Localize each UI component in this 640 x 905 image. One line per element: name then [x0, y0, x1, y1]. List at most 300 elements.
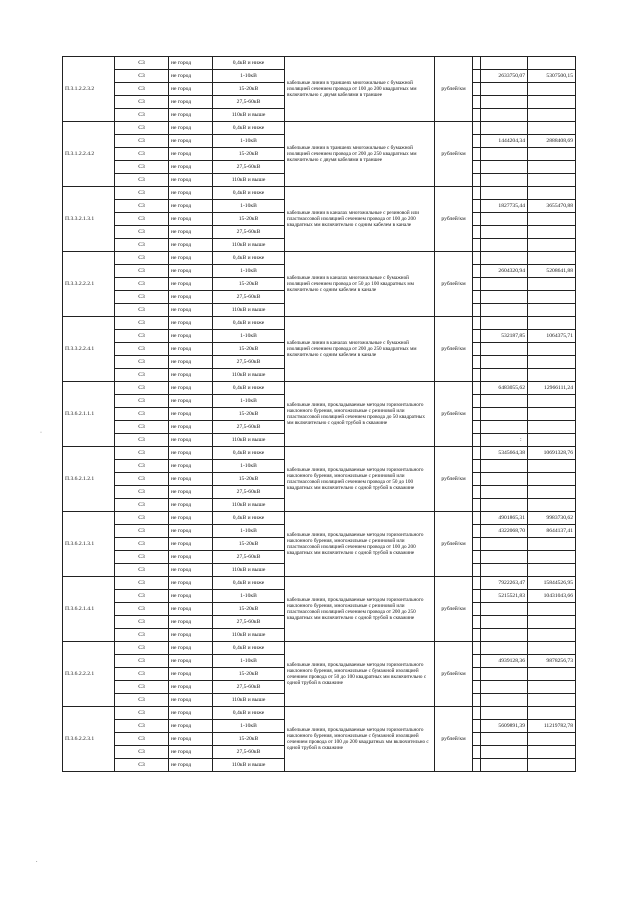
voltage-cell: 27,5-60кВ [213, 226, 285, 239]
voltage-cell: 27,5-60кВ [213, 551, 285, 564]
spacer-cell [473, 434, 481, 447]
spacer-cell [473, 213, 481, 226]
voltage-cell: 1-10кВ [213, 70, 285, 83]
price-cell: 5609891,39 [481, 720, 528, 733]
category-cell: С3 [115, 148, 169, 161]
category-cell: С3 [115, 395, 169, 408]
voltage-cell: 1-10кВ [213, 135, 285, 148]
category-cell: С3 [115, 733, 169, 746]
zone-cell: не город [169, 122, 213, 135]
category-cell: С3 [115, 538, 169, 551]
price-cell [528, 343, 576, 356]
spacer-cell [473, 187, 481, 200]
spacer-cell [473, 343, 481, 356]
scan-mark: . [36, 858, 38, 864]
price-cell: 6483055,62 [481, 382, 528, 395]
description-cell: кабельные линии, прокладываемые методом горизонтального наклонного бурения, многожильные с резиновой или пластмассовой изоляцией сечением провода от 200 до 250 квадратных мм включительно с одной трубой в скважине [285, 577, 435, 642]
price-cell: 5208641,88 [528, 265, 576, 278]
spacer-cell [473, 642, 481, 655]
spacer-cell [473, 720, 481, 733]
spacer-cell [473, 291, 481, 304]
spacer-cell [473, 603, 481, 616]
zone-cell: не город [169, 239, 213, 252]
category-cell: С3 [115, 57, 169, 70]
zone-cell: не город [169, 447, 213, 460]
price-cell [481, 369, 528, 382]
voltage-cell: 110кВ и выше [213, 109, 285, 122]
voltage-cell: 27,5-60кВ [213, 291, 285, 304]
table-row [63, 252, 576, 265]
voltage-cell: 110кВ и выше [213, 239, 285, 252]
category-cell: С3 [115, 265, 169, 278]
price-cell [528, 681, 576, 694]
zone-cell: не город [169, 135, 213, 148]
price-cell [528, 421, 576, 434]
price-cell: 1827735,44 [481, 200, 528, 213]
spacer-cell [473, 408, 481, 421]
spacer-cell [473, 473, 481, 486]
zone-cell: не город [169, 408, 213, 421]
category-cell: С3 [115, 499, 169, 512]
price-cell [481, 317, 528, 330]
price-cell [528, 109, 576, 122]
price-cell [528, 434, 576, 447]
price-cell: 5307500,15 [528, 70, 576, 83]
spacer-cell [473, 161, 481, 174]
price-cell: 11219782,78 [528, 720, 576, 733]
category-cell: С3 [115, 317, 169, 330]
price-cell [481, 187, 528, 200]
zone-cell: не город [169, 174, 213, 187]
price-cell [528, 486, 576, 499]
category-cell: С3 [115, 343, 169, 356]
zone-cell: не город [169, 720, 213, 733]
category-cell: С3 [115, 382, 169, 395]
voltage-cell: 15-20кВ [213, 603, 285, 616]
zone-cell: не город [169, 252, 213, 265]
description-cell: кабельные линии, прокладываемые методом горизонтального наклонного бурения, многожильные с бумажной изоляцией сечением провода от 50 до 100 квадратных мм включительно с одной трубой в скважине [285, 642, 435, 707]
voltage-cell: 27,5-60кВ [213, 746, 285, 759]
zone-cell: не город [169, 395, 213, 408]
voltage-cell: 110кВ и выше [213, 174, 285, 187]
category-cell: С3 [115, 577, 169, 590]
spacer-cell [473, 174, 481, 187]
zone-cell: не город [169, 369, 213, 382]
voltage-cell: 1-10кВ [213, 265, 285, 278]
zone-cell: не город [169, 512, 213, 525]
spacer-cell [473, 304, 481, 317]
category-cell: С3 [115, 460, 169, 473]
price-cell [481, 694, 528, 707]
spacer-cell [473, 486, 481, 499]
voltage-cell: 110кВ и выше [213, 564, 285, 577]
voltage-cell: 0,4кВ и ниже [213, 317, 285, 330]
category-cell: С3 [115, 655, 169, 668]
category-cell: С3 [115, 135, 169, 148]
category-cell: С3 [115, 486, 169, 499]
category-cell: С3 [115, 161, 169, 174]
item-code: П.3.1.2.2.3.2 [63, 57, 115, 122]
voltage-cell: 0,4кВ и ниже [213, 57, 285, 70]
spacer-cell [473, 733, 481, 746]
category-cell: С3 [115, 304, 169, 317]
voltage-cell: 1-10кВ [213, 525, 285, 538]
item-code: П.3.6.2.2.3.1 [63, 707, 115, 772]
voltage-cell: 15-20кВ [213, 408, 285, 421]
category-cell: С3 [115, 70, 169, 83]
category-cell: С3 [115, 616, 169, 629]
voltage-cell: 0,4кВ и ниже [213, 122, 285, 135]
price-cell [528, 564, 576, 577]
price-cell [481, 291, 528, 304]
category-cell: С3 [115, 681, 169, 694]
voltage-cell: 15-20кВ [213, 538, 285, 551]
spacer-cell [473, 694, 481, 707]
category-cell: С3 [115, 200, 169, 213]
voltage-cell: 15-20кВ [213, 343, 285, 356]
item-code: П.3.3.2.2.4.1 [63, 317, 115, 382]
unit-cell: рублей/км [435, 187, 473, 252]
voltage-cell: 27,5-60кВ [213, 681, 285, 694]
voltage-cell: 0,4кВ и ниже [213, 447, 285, 460]
price-cell [481, 83, 528, 96]
price-cell [528, 148, 576, 161]
spacer-cell [473, 135, 481, 148]
price-cell [528, 460, 576, 473]
price-cell [481, 642, 528, 655]
category-cell: С3 [115, 642, 169, 655]
voltage-cell: 27,5-60кВ [213, 486, 285, 499]
zone-cell: не город [169, 356, 213, 369]
price-cell: 9983730,62 [528, 512, 576, 525]
zone-cell: не город [169, 759, 213, 772]
spacer-cell [473, 239, 481, 252]
spacer-cell [473, 746, 481, 759]
category-cell: С3 [115, 369, 169, 382]
price-cell [481, 759, 528, 772]
price-cell [481, 486, 528, 499]
voltage-cell: 1-10кВ [213, 590, 285, 603]
unit-cell: рублей/км [435, 252, 473, 317]
voltage-cell: 1-10кВ [213, 395, 285, 408]
price-cell [528, 369, 576, 382]
zone-cell: не город [169, 681, 213, 694]
price-cell [481, 473, 528, 486]
zone-cell: не город [169, 603, 213, 616]
price-cell [528, 226, 576, 239]
spacer-cell [473, 681, 481, 694]
scan-mark: : [520, 437, 522, 443]
price-cell [528, 161, 576, 174]
category-cell: С3 [115, 746, 169, 759]
spacer-cell [473, 460, 481, 473]
zone-cell: не город [169, 148, 213, 161]
price-cell [481, 746, 528, 759]
category-cell: С3 [115, 694, 169, 707]
spacer-cell [473, 525, 481, 538]
price-cell [481, 603, 528, 616]
category-cell: С3 [115, 421, 169, 434]
spacer-cell [473, 655, 481, 668]
unit-cell: рублей/км [435, 317, 473, 382]
zone-cell: не город [169, 70, 213, 83]
voltage-cell: 15-20кВ [213, 473, 285, 486]
category-cell: С3 [115, 109, 169, 122]
unit-cell: рублей/км [435, 512, 473, 577]
price-cell [481, 122, 528, 135]
item-code: П.3.6.2.1.2.1 [63, 447, 115, 512]
price-cell: 4939128,36 [481, 655, 528, 668]
zone-cell: не город [169, 473, 213, 486]
price-cell [481, 564, 528, 577]
item-code: П.3.1.2.2.4.2 [63, 122, 115, 187]
category-cell: С3 [115, 629, 169, 642]
zone-cell: не город [169, 694, 213, 707]
voltage-cell: 0,4кВ и ниже [213, 577, 285, 590]
price-cell [481, 343, 528, 356]
price-cell: 4322068,70 [481, 525, 528, 538]
spacer-cell [473, 538, 481, 551]
price-cell [528, 473, 576, 486]
category-cell: С3 [115, 564, 169, 577]
price-cell [528, 538, 576, 551]
category-cell: С3 [115, 603, 169, 616]
description-cell: кабельные линии в каналах многожильные с бумажной изоляцией сечением провода от 50 до 100 квадратных мм включительно с одним кабелем в канале [285, 252, 435, 317]
item-code: П.3.3.2.1.3.1 [63, 187, 115, 252]
price-cell: 7922263,47 [481, 577, 528, 590]
description-cell: кабельные линии, прокладываемые методом горизонтального наклонного бурения, многожильные с резиновой или пластмассовой изоляцией сечением провода от 50 до 100 квадратных мм включительно с одной трубой в скважине [285, 447, 435, 512]
zone-cell: не город [169, 551, 213, 564]
price-cell [481, 499, 528, 512]
table-row [63, 707, 576, 720]
category-cell: С3 [115, 278, 169, 291]
voltage-cell: 1-10кВ [213, 460, 285, 473]
price-cell [481, 538, 528, 551]
zone-cell: не город [169, 200, 213, 213]
category-cell: С3 [115, 174, 169, 187]
price-cell [528, 694, 576, 707]
voltage-cell: 1-10кВ [213, 655, 285, 668]
zone-cell: не город [169, 733, 213, 746]
category-cell: С3 [115, 668, 169, 681]
zone-cell: не город [169, 499, 213, 512]
zone-cell: не город [169, 330, 213, 343]
zone-cell: не город [169, 577, 213, 590]
unit-cell: рублей/км [435, 577, 473, 642]
scan-mark: · [40, 430, 42, 436]
zone-cell: не город [169, 434, 213, 447]
spacer-cell [473, 395, 481, 408]
category-cell: С3 [115, 408, 169, 421]
voltage-cell: 27,5-60кВ [213, 616, 285, 629]
category-cell: С3 [115, 707, 169, 720]
spacer-cell [473, 226, 481, 239]
voltage-cell: 110кВ и выше [213, 304, 285, 317]
price-cell [481, 304, 528, 317]
voltage-cell: 1-10кВ [213, 200, 285, 213]
category-cell: С3 [115, 291, 169, 304]
spacer-cell [473, 317, 481, 330]
category-cell: С3 [115, 252, 169, 265]
voltage-cell: 15-20кВ [213, 148, 285, 161]
zone-cell: не город [169, 486, 213, 499]
price-cell [528, 499, 576, 512]
price-cell [528, 629, 576, 642]
spacer-cell [473, 278, 481, 291]
category-cell: С3 [115, 330, 169, 343]
price-cell [528, 616, 576, 629]
zone-cell: не город [169, 226, 213, 239]
zone-cell: не город [169, 382, 213, 395]
zone-cell: не город [169, 421, 213, 434]
price-cell [528, 733, 576, 746]
price-cell [528, 57, 576, 70]
spacer-cell [473, 551, 481, 564]
category-cell: С3 [115, 96, 169, 109]
category-cell: С3 [115, 512, 169, 525]
zone-cell: не город [169, 746, 213, 759]
table-row [63, 57, 576, 70]
spacer-cell [473, 96, 481, 109]
price-cell [481, 96, 528, 109]
spacer-cell [473, 57, 481, 70]
voltage-cell: 0,4кВ и ниже [213, 187, 285, 200]
price-cell [481, 57, 528, 70]
price-cell: 532187,85 [481, 330, 528, 343]
zone-cell: не город [169, 96, 213, 109]
price-cell: 10691328,76 [528, 447, 576, 460]
spacer-cell [473, 421, 481, 434]
price-cell [528, 317, 576, 330]
price-cell [481, 681, 528, 694]
category-cell: С3 [115, 356, 169, 369]
price-cell: 9878256,73 [528, 655, 576, 668]
zone-cell: не город [169, 291, 213, 304]
spacer-cell [473, 109, 481, 122]
voltage-cell: 15-20кВ [213, 278, 285, 291]
price-cell: 2633750,07 [481, 70, 528, 83]
spacer-cell [473, 577, 481, 590]
description-cell: кабельные линии в каналах многожильные с резиновой или пластмассовой изоляцией сечением провода от 100 до 200 квадратных мм включительно с одним кабелем в канале [285, 187, 435, 252]
table-row [63, 512, 576, 525]
zone-cell: не город [169, 265, 213, 278]
category-cell: С3 [115, 122, 169, 135]
spacer-cell [473, 265, 481, 278]
category-cell: С3 [115, 213, 169, 226]
price-cell [528, 395, 576, 408]
spacer-cell [473, 382, 481, 395]
unit-cell: рублей/км [435, 57, 473, 122]
category-cell: С3 [115, 434, 169, 447]
spacer-cell [473, 122, 481, 135]
price-cell: 1444204,34 [481, 135, 528, 148]
zone-cell: не город [169, 161, 213, 174]
price-cell [528, 603, 576, 616]
price-cell [481, 668, 528, 681]
table-row [63, 447, 576, 460]
spacer-cell [473, 512, 481, 525]
description-cell: кабельные линии, прокладываемые методом горизонтального наклонного бурения, многожильные с бумажной изоляцией сечением провода от 100 до 200 квадратных мм включительно с одной трубой в скважине [285, 707, 435, 772]
price-cell [481, 109, 528, 122]
zone-cell: не город [169, 187, 213, 200]
voltage-cell: 110кВ и выше [213, 369, 285, 382]
spacer-cell [473, 148, 481, 161]
spacer-cell [473, 629, 481, 642]
item-code: П.3.6.2.2.2.1 [63, 642, 115, 707]
voltage-cell: 110кВ и выше [213, 434, 285, 447]
unit-cell: рублей/км [435, 122, 473, 187]
zone-cell: не город [169, 57, 213, 70]
zone-cell: не город [169, 343, 213, 356]
zone-cell: не город [169, 655, 213, 668]
spacer-cell [473, 668, 481, 681]
voltage-cell: 0,4кВ и ниже [213, 642, 285, 655]
category-cell: С3 [115, 187, 169, 200]
price-cell [528, 96, 576, 109]
voltage-cell: 1-10кВ [213, 330, 285, 343]
price-cell [481, 733, 528, 746]
voltage-cell: 15-20кВ [213, 83, 285, 96]
voltage-cell: 110кВ и выше [213, 694, 285, 707]
price-cell [481, 460, 528, 473]
zone-cell: не город [169, 629, 213, 642]
spacer-cell [473, 707, 481, 720]
price-cell: 8644137,41 [528, 525, 576, 538]
category-cell: С3 [115, 525, 169, 538]
price-cell [528, 707, 576, 720]
item-code: П.3.6.2.1.1.1 [63, 382, 115, 447]
voltage-cell: 0,4кВ и ниже [213, 707, 285, 720]
price-cell: 15844526,95 [528, 577, 576, 590]
zone-cell: не город [169, 668, 213, 681]
category-cell: С3 [115, 226, 169, 239]
price-cell [528, 356, 576, 369]
voltage-cell: 110кВ и выше [213, 759, 285, 772]
spacer-cell [473, 83, 481, 96]
price-cell [481, 408, 528, 421]
voltage-cell: 0,4кВ и ниже [213, 382, 285, 395]
category-cell: С3 [115, 551, 169, 564]
category-cell: С3 [115, 590, 169, 603]
zone-cell: не город [169, 317, 213, 330]
zone-cell: не город [169, 109, 213, 122]
price-cell [481, 174, 528, 187]
category-cell: С3 [115, 239, 169, 252]
description-cell: кабельные линии, прокладываемые методом горизонтального наклонного бурения, многожильные с резиновой или пластмассовой изоляцией сечением провода от 100 до 200 квадратных мм включительно с одной трубой в скважине [285, 512, 435, 577]
item-code: П.3.6.2.1.3.1 [63, 512, 115, 577]
table-row [63, 122, 576, 135]
zone-cell: не город [169, 304, 213, 317]
price-cell [528, 213, 576, 226]
price-cell [528, 122, 576, 135]
price-cell: 2604320,94 [481, 265, 528, 278]
table-row [63, 382, 576, 395]
price-cell [481, 278, 528, 291]
price-cell [528, 408, 576, 421]
price-cell [481, 239, 528, 252]
description-cell: кабельные линии, прокладываемые методом горизонтального наклонного бурения, многожильные с резиновой или пластмассовой изоляцией сечением провода до 50 квадратных мм включительно с одной трубой в скважине [285, 382, 435, 447]
unit-cell: рублей/км [435, 382, 473, 447]
price-cell: 3655470,88 [528, 200, 576, 213]
voltage-cell: 27,5-60кВ [213, 161, 285, 174]
price-cell: 12966111,24 [528, 382, 576, 395]
price-cell [481, 213, 528, 226]
spacer-cell [473, 616, 481, 629]
description-cell: кабельные линии в траншеях многожильные с бумажной изоляцией сечением провода от 200 до 250 квадратных мм включительно с двумя кабелями в траншее [285, 122, 435, 187]
price-cell: 5345664,38 [481, 447, 528, 460]
tariff-table [62, 56, 576, 772]
zone-cell: не город [169, 707, 213, 720]
